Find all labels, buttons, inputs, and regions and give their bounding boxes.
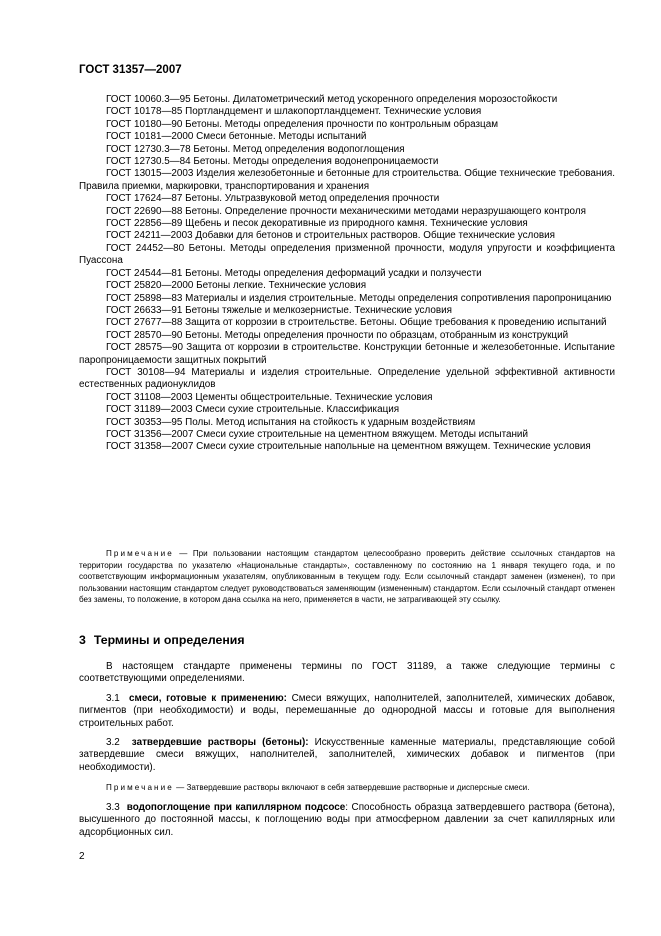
reference-item: ГОСТ 22856—89 Щебень и песок декоративные из природного камня. Технические условия: [106, 218, 528, 230]
term-number: 3.1: [106, 692, 120, 704]
section-heading: [79, 633, 245, 647]
term-definition: Смеси вяжущих, наполнителей, заполнителей, химических добавок, пигментов (при необходимости) и воды, перемешанные до однородной массы и готовые для выполнения строительных работ.: [79, 692, 616, 729]
reference-item: ГОСТ 10178—85 Портландцемент и шлакопортландцемент. Технические условия: [106, 106, 482, 118]
reference-item: ГОСТ 22690—88 Бетоны. Определение прочности механическими методами неразрушающего контроля: [106, 205, 586, 217]
reference-item: ГОСТ 24211—2003 Добавки для бетонов и строительных растворов. Общие технические условия: [106, 230, 555, 242]
terms-block: [79, 661, 615, 839]
reference-item: ГОСТ 25820—2000 Бетоны легкие. Технические условия: [106, 280, 367, 292]
term-number: 3.2: [106, 737, 120, 749]
reference-item: ГОСТ 12730.3—78 Бетоны. Метод определения водопоглощения: [106, 143, 405, 155]
reference-item: ГОСТ 31358—2007 Смеси сухие строительные напольные на цементном вяжущем. Технические условия: [106, 441, 591, 453]
term-definition: Искусственные каменные материалы, представляющие собой затвердевшие смеси вяжущих, наполнителей, заполнителей, химических добавок и пигментов (при необходимости).: [79, 737, 615, 773]
note-label: Примечание: [106, 549, 174, 558]
section-title: Термины и определения: [93, 633, 245, 647]
note-label: Примечание: [106, 783, 174, 793]
terms-intro: В настоящем стандарте применены термины по ГОСТ 31189, а также следующие термины с соответствующими определениями.: [79, 661, 615, 685]
term-definition: : Способность образца затвердевшего раствора (бетона), высушенного до постоянной массы, к поглощению воды при атмосферном давлении за счет капиллярных или адсорбционных сил.: [79, 801, 615, 838]
reference-item: ГОСТ 10181—2000 Смеси бетонные. Методы испытаний: [106, 131, 367, 143]
term-3-1: [79, 693, 615, 730]
reference-item: ГОСТ 10180—90 Бетоны. Методы определения прочности по контрольным образцам: [106, 118, 498, 130]
document-header: ГОСТ 31357—2007: [79, 64, 182, 76]
reference-item: ГОСТ 17624—87 Бетоны. Ультразвуковой метод определения прочности: [106, 193, 440, 205]
reference-item: ГОСТ 25898—83 Материалы и изделия строительные. Методы определения сопротивления паропроницанию: [106, 292, 612, 304]
note-text: — Затвердевшие растворы включают в себя затвердевшие растворные и дисперсные смеси.: [176, 783, 530, 793]
terms-note: [79, 782, 615, 794]
reference-item: ГОСТ 28575—90 Защита от коррозии в строительстве. Конструкции бетонные и железобетонные. Испытание паропроницаемости защитных покрытий: [79, 342, 615, 366]
reference-item: ГОСТ 30108—94 Материалы и изделия строительные. Определение удельной эффективной активности естественных радионуклидов: [79, 366, 615, 391]
term-number: 3.3: [106, 801, 120, 813]
term-name: затвердевшие растворы (бетоны):: [131, 737, 309, 749]
reference-item: ГОСТ 31108—2003 Цементы общестроительные. Технические условия: [106, 391, 433, 403]
reference-item: ГОСТ 31356—2007 Смеси сухие строительные на цементном вяжущем. Методы испытаний: [106, 428, 528, 440]
term-3-3: [79, 802, 615, 839]
reference-item: ГОСТ 28570—90 Бетоны. Методы определения прочности по образцам, отобранным из конструкций: [106, 329, 569, 341]
term-name: смеси, готовые к применению:: [129, 692, 287, 704]
reference-item: ГОСТ 24452—80 Бетоны. Методы определения призменной прочности, модуля упругости и коэффициента Пуассона: [79, 242, 615, 267]
reference-item: ГОСТ 12730.5—84 Бетоны. Методы определения водонепроницаемости: [106, 156, 439, 168]
note-text: — При пользовании настоящим стандартом целесообразно проверить действие ссылочных стандартов на территории государства по указателю «Национальные стандарты», составленному по состоянию на 1 января текущего года, и по соответствующим информационным указателям, опубликованным в текущем году. Если ссылочный стандарт заменен (изменен), то при пользовании настоящим стандартом следует руководствоваться заменяющим (измененным) стандартом. Если ссылочный стандарт отменен без замены, то положение, в котором дана ссылка на него, применяется в части, не затрагивающей эту ссылку.: [79, 549, 615, 605]
references-note: [79, 548, 615, 606]
section-number: 3: [79, 633, 86, 647]
term-3-2: [79, 737, 615, 774]
term-name: водопоглощение при капиллярном подсосе: [126, 801, 346, 813]
reference-item: ГОСТ 27677—88 Защита от коррозии в строительстве. Бетоны. Общие требования к проведению испытаний: [106, 317, 607, 329]
reference-item: ГОСТ 24544—81 Бетоны. Методы определения деформаций усадки и ползучести: [106, 267, 482, 279]
reference-item: ГОСТ 13015—2003 Изделия железобетонные и бетонные для строительства. Общие технические требования. Правила приемки, маркировки, транспортирования и хранения: [79, 168, 615, 192]
page-number: 2: [79, 851, 85, 862]
reference-item: ГОСТ 10060.3—95 Бетоны. Дилатометрический метод ускоренного определения морозостойкости: [106, 94, 558, 105]
reference-item: ГОСТ 26633—91 Бетоны тяжелые и мелкозернистые. Технические условия: [106, 304, 452, 316]
reference-item: ГОСТ 31189—2003 Смеси сухие строительные. Классификация: [106, 404, 400, 416]
normative-references-list: [79, 94, 615, 454]
reference-item: ГОСТ 30353—95 Полы. Метод испытания на стойкость к ударным воздействиям: [106, 416, 476, 428]
